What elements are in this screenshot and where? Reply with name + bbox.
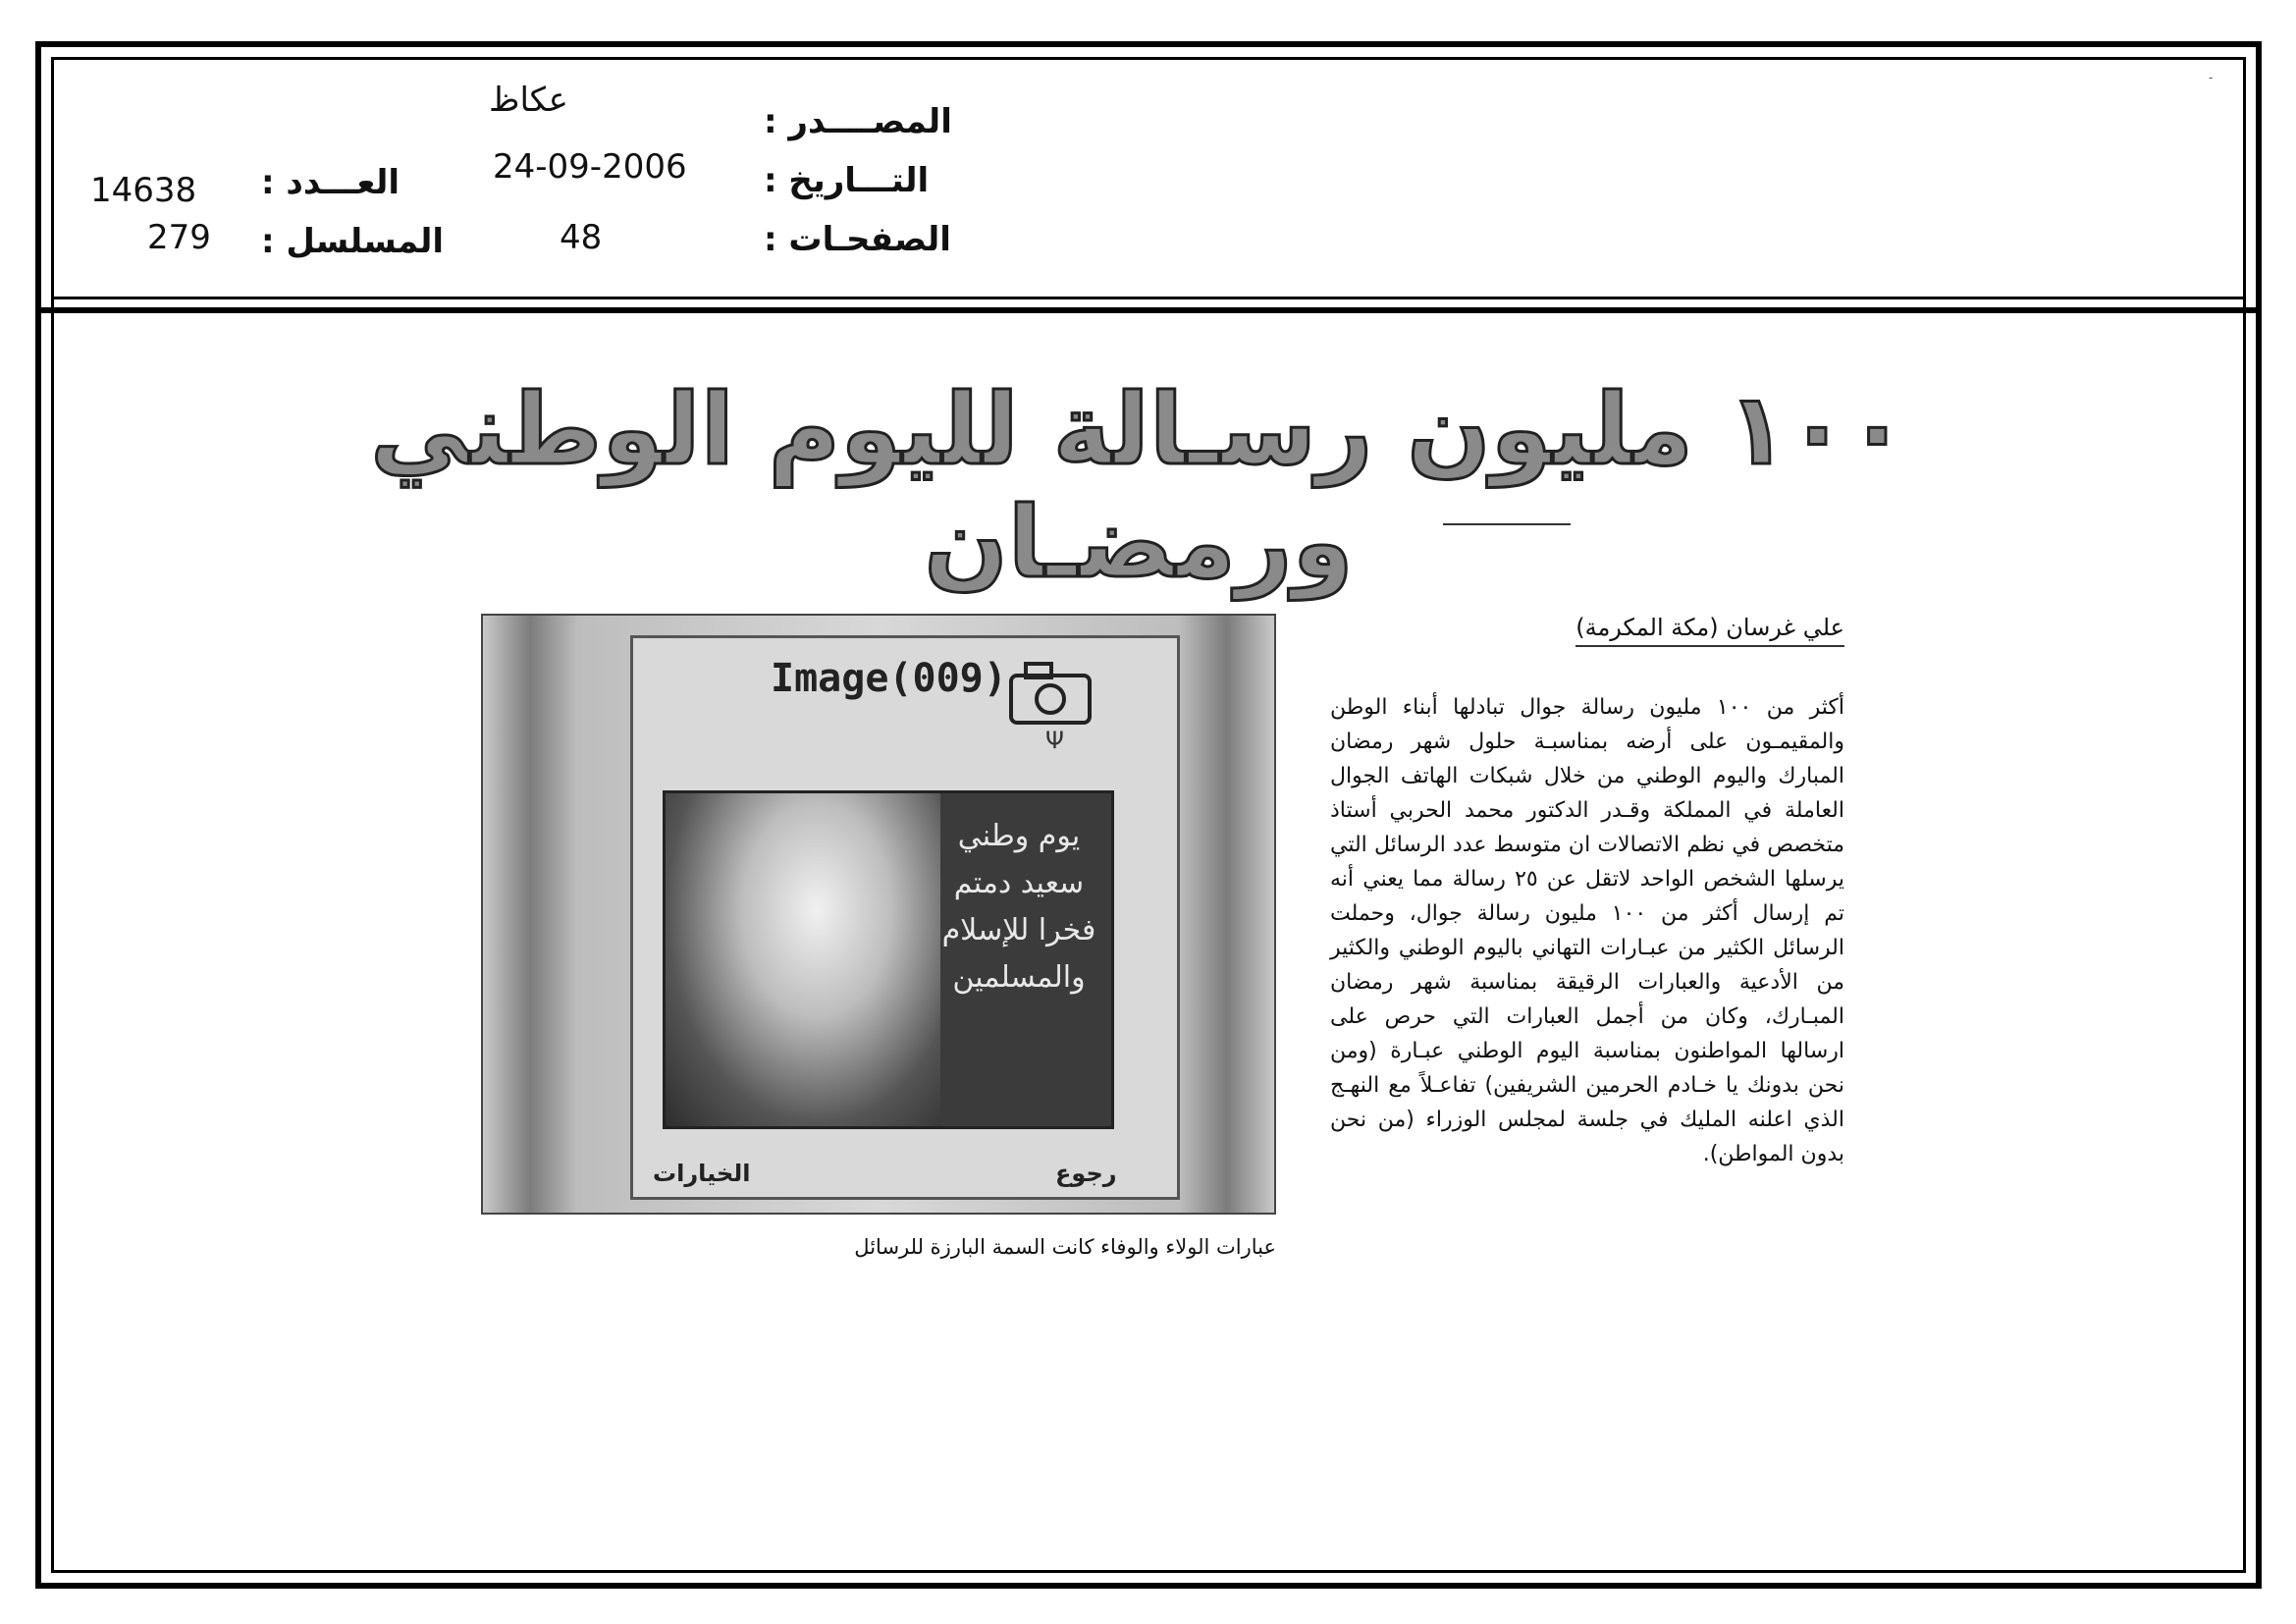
phone-body	[483, 616, 1274, 1213]
softkey-options: الخيارات	[653, 1160, 751, 1187]
headline-rule	[1443, 523, 1571, 525]
phone-screen	[630, 635, 1180, 1200]
issue-label: العـــدد :	[261, 163, 400, 202]
article-photo	[481, 614, 1276, 1215]
serial-value: 279	[147, 218, 211, 257]
article-byline: علي غرسان (مكة المكرمة)	[1575, 614, 1844, 647]
serial-label: المسلسل :	[261, 222, 445, 261]
header-divider	[51, 297, 2246, 299]
source-label: المصــــدر :	[764, 102, 952, 141]
article-headline: ١٠٠ مليون رسـالة لليوم الوطني ورمضـان	[370, 372, 1907, 600]
screen-title: Image(009)	[771, 656, 1007, 701]
issue-value: 14638	[90, 171, 197, 210]
pages-value: 48	[560, 218, 603, 257]
date-label: التـــاريخ :	[764, 161, 930, 200]
portrait-figure	[666, 793, 940, 1126]
article-body	[1330, 690, 1844, 1171]
inset-photo	[663, 790, 1114, 1129]
camera-icon	[1006, 658, 1104, 727]
inset-greeting: يوم وطني سعيد دمتم فخرا للإسلام والمسلمين	[941, 819, 1096, 995]
date-value: 24-09-2006	[493, 147, 687, 187]
signal-icon: Ψ	[1045, 727, 1064, 754]
pages-label: الصفحـات :	[764, 220, 951, 259]
header-divider-thick	[35, 307, 2262, 313]
corner-mark: -	[2209, 71, 2214, 84]
photo-caption: عبارات الولاء والوفاء كانت السمة البارزة للرسائل	[854, 1235, 1276, 1259]
softkey-back: رجوع	[1055, 1160, 1117, 1187]
article-paragraph: أكثر من ١٠٠ مليون رسالة جوال تبادلها أبناء الوطن والمقيمـون على أرضه بمناسبـة حلول شهر رمضان المبارك واليوم الوطني من خلال شبكات الهاتف الجوال العاملة في المملكة وقـدر الدكتور محمد الحربي أستاذ متخصص في نظم الاتصالات ان متوسط عدد الرسائل التي يرسلها الشخص الواحد لاتقل عن ٢٥ رسالة مما يعني أنه تم إرسال أكثر من ١٠٠ مليون رسالة جوال، وحملت الرسائل الكثير من عبـارات التهاني باليوم الوطني والكثير من الأدعية والعبارات الرقيقة بمناسبة شهر رمضان المبـارك، وكان من أجمل العبارات التي حرص على ارسالها المواطنون بمناسبة اليوم الوطني عبـارة (ومن نحن بدونك يا خـادم الحرمين الشريفين) تفاعـلاً مع النهـج الذي اعلنه المليك في جلسة لمجلس الوزراء (من نحن بدون المواطن).	[1330, 695, 1844, 1166]
source-value: عكاظ	[489, 81, 568, 120]
